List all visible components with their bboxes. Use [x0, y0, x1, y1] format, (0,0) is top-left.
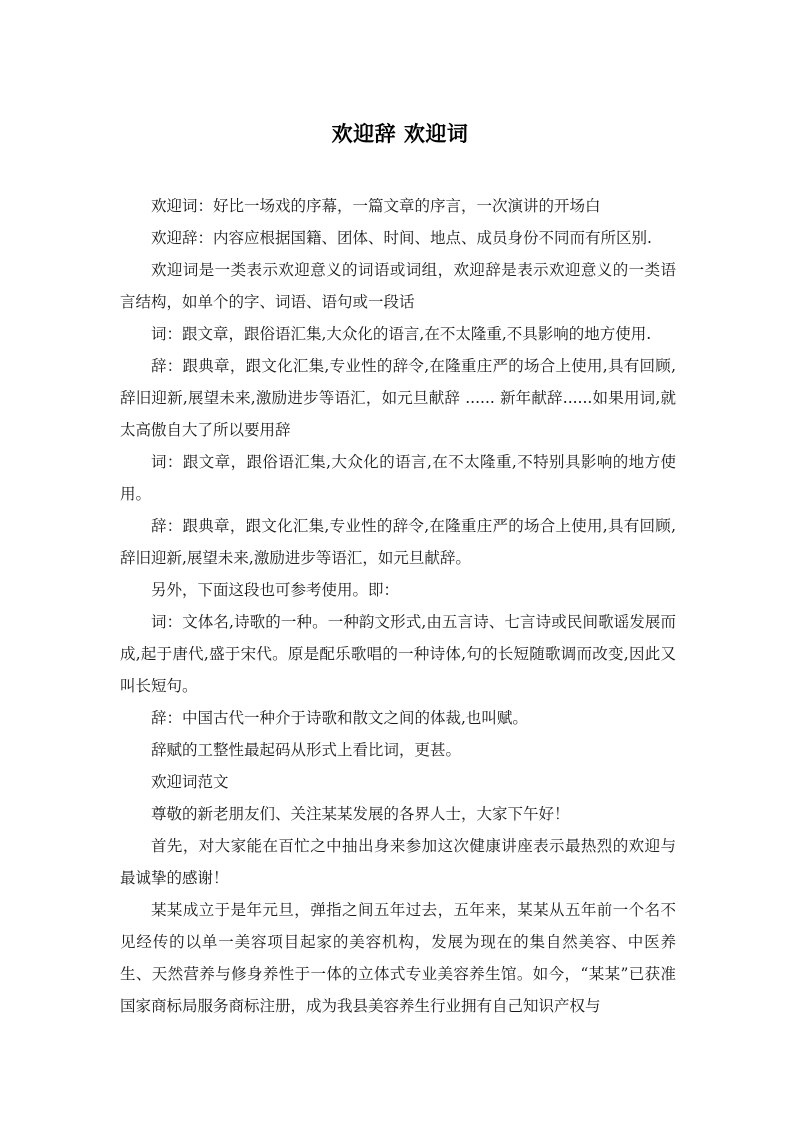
paragraph: 另外，下面这段也可参考使用。即：: [151, 581, 400, 599]
paragraph: 词：跟文章，跟俗语汇集,大众化的语言,在不太隆重,不具影响的地方使用.: [151, 325, 652, 343]
paragraph: 词：跟文章，跟俗语汇集,大众化的语言,在不太隆重,不特别具影响的地方使用。: [120, 453, 676, 503]
paragraph: 欢迎辞：内容应根据国籍、团体、时间、地点、成员身份不同而有所区别.: [151, 229, 652, 247]
paragraph: 辞：中国古代一种介于诗歌和散文之间的体裁,也叫赋。: [151, 709, 528, 727]
paragraph: 辞赋的工整性最起码从形式上看比词，更甚。: [151, 741, 462, 759]
paragraph: 辞：跟典章，跟文化汇集,专业性的辞令,在隆重庄严的场合上使用,具有回顾,辞旧迎新,展望未来,激励进步等语汇，如元旦献辞。: [120, 517, 676, 567]
paragraph: 首先，对大家能在百忙之中抽出身来参加这次健康讲座表示最热烈的欢迎与最诚挚的感谢！: [120, 837, 676, 887]
section-heading: 欢迎词范文: [151, 773, 229, 791]
document-title: 欢迎辞 欢迎词: [331, 122, 469, 146]
document-body: [120, 190, 676, 1022]
paragraph: 辞：跟典章，跟文化汇集,专业性的辞令,在隆重庄严的场合上使用,具有回顾,辞旧迎新,展望未来,激励进步等语汇，如元旦献辞 ...... 新年献辞......如果用词,就太高傲自大了所以要用辞: [120, 357, 676, 439]
paragraph: 某某成立于是年元旦，弹指之间五年过去，五年来，某某从五年前一个名不见经传的以单一美容项目起家的美容机构，发展为现在的集自然美容、中医养生、天然营养与修身养性于一体的立体式专业美容养生馆。如今，“某某”已获准国家商标局服务商标注册，成为我县美容养生行业拥有自己知识产权与: [120, 901, 676, 1015]
paragraph: 词：文体名,诗歌的一种。一种韵文形式,由五言诗、七言诗或民间歌谣发展而成,起于唐代,盛于宋代。原是配乐歌唱的一种诗体,句的长短随歌调而改变,因此又叫长短句。: [120, 613, 676, 695]
paragraph: 欢迎词：好比一场戏的序幕，一篇文章的序言，一次演讲的开场白: [151, 197, 601, 215]
paragraph: 欢迎词是一类表示欢迎意义的词语或词组，欢迎辞是表示欢迎意义的一类语言结构，如单个的字、词语、语句或一段话: [120, 261, 676, 311]
paragraph: 尊敬的新老朋友们、关注某某发展的各界人士，大家下午好！: [151, 805, 570, 823]
